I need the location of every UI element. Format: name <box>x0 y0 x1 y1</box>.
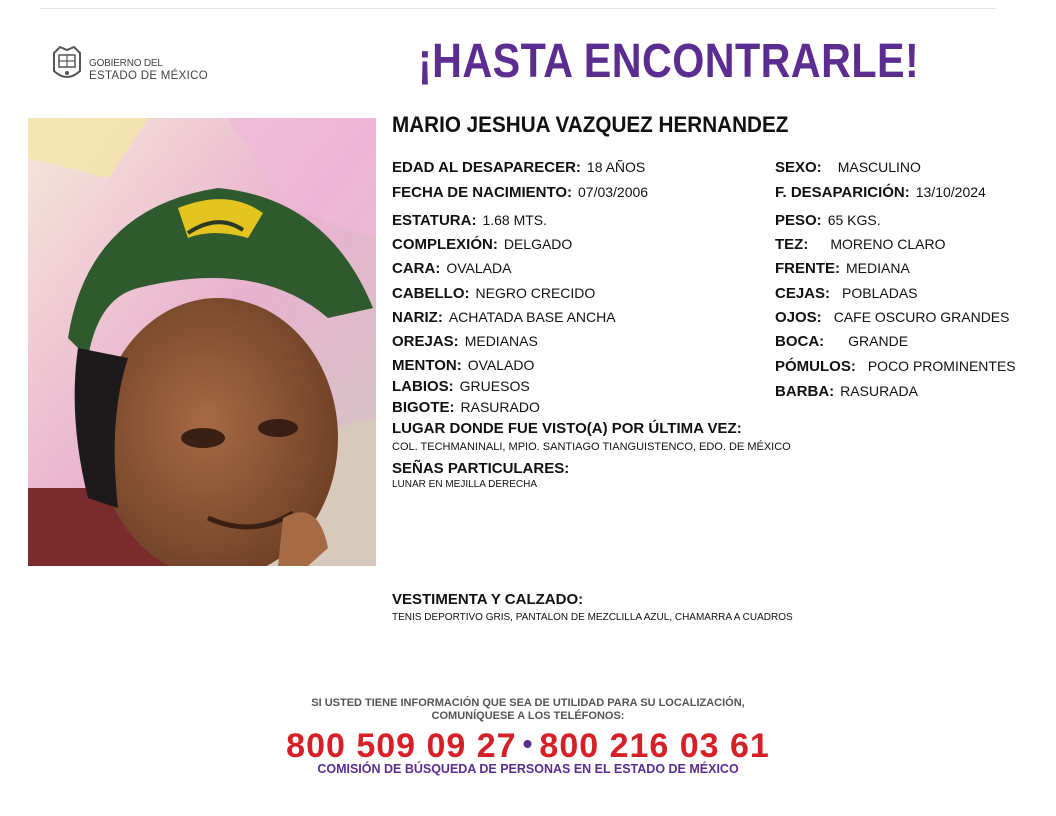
field-value: 1.68 MTS. <box>482 212 548 228</box>
field-label: SEXO: <box>775 159 822 176</box>
beard-field <box>775 382 918 401</box>
field-label: BARBA: <box>775 383 835 400</box>
field-value: GRUESOS <box>459 378 530 394</box>
hair-field <box>392 284 595 303</box>
state-seal-icon <box>50 43 84 83</box>
mustache-field <box>392 398 540 417</box>
clothing-value: TENIS DEPORTIVO GRIS, PANTALON DE MEZCLILLA AZUL, CHAMARRA A CUADROS <box>392 612 793 623</box>
phone-number-1[interactable]: 800 509 09 27 <box>286 727 517 765</box>
field-label: PESO: <box>775 212 822 229</box>
weight-field <box>775 211 881 230</box>
field-value: 07/03/2006 <box>578 184 649 200</box>
field-label: OREJAS: <box>392 333 459 350</box>
field-label: COMPLEXIÓN: <box>392 236 498 253</box>
missing-person-photo <box>28 118 376 566</box>
last-seen-label: LUGAR DONDE FUE VISTO(A) POR ÚLTIMA VEZ: <box>392 420 742 437</box>
eyes-field <box>775 308 1010 327</box>
field-value: OVALADO <box>467 357 535 373</box>
field-value: 65 KGS. <box>827 212 881 228</box>
page-title: ¡HASTA ENCONTRARLE! <box>418 35 920 88</box>
person-name: MARIO JESHUA VAZQUEZ HERNANDEZ <box>392 112 789 137</box>
gov-line-2: ESTADO DE MÉXICO <box>89 70 208 82</box>
height-field <box>392 211 547 230</box>
field-label: CABELLO: <box>392 285 470 302</box>
age-field <box>392 158 645 177</box>
field-label: TEZ: <box>775 236 809 253</box>
footer-info-line-2: COMUNÍQUESE A LOS TELÉFONOS: <box>431 710 625 722</box>
eyebrows-field <box>775 284 918 303</box>
field-value: ACHATADA BASE ANCHA <box>448 309 616 325</box>
field-label: ESTATURA: <box>392 212 477 229</box>
field-value: CAFE OSCURO GRANDES <box>833 309 1010 325</box>
lips-field <box>392 377 530 396</box>
field-label: CARA: <box>392 260 441 277</box>
field-value: RASURADA <box>840 383 918 399</box>
field-value: OVALADA <box>446 260 512 276</box>
field-value: NEGRO CRECIDO <box>475 285 596 301</box>
phone-number-2[interactable]: 800 216 03 61 <box>539 727 770 765</box>
field-label: BOCA: <box>775 333 825 350</box>
field-label: CEJAS: <box>775 285 831 302</box>
field-label: FRENTE: <box>775 260 840 277</box>
field-label: BIGOTE: <box>392 399 455 416</box>
field-value: RASURADO <box>460 399 540 415</box>
complexion-field <box>775 235 945 254</box>
commission-name: COMISIÓN DE BÚSQUEDA DE PERSONAS EN EL ESTADO DE MÉXICO <box>317 762 739 776</box>
field-value: 18 AÑOS <box>586 159 646 175</box>
separator-dot: • <box>522 728 534 759</box>
forehead-field <box>775 259 910 278</box>
field-value: MORENO CLARO <box>830 236 946 252</box>
government-logo <box>50 43 220 83</box>
field-value: MEDIANAS <box>464 333 538 349</box>
field-value: MASCULINO <box>837 159 921 175</box>
marks-label: SEÑAS PARTICULARES: <box>392 460 570 477</box>
top-divider <box>40 8 996 9</box>
clothing-label: VESTIMENTA Y CALZADO: <box>392 591 584 608</box>
field-value: 13/10/2024 <box>915 184 986 200</box>
phone-numbers <box>0 727 1056 766</box>
field-label: OJOS: <box>775 309 822 326</box>
face-field <box>392 259 511 278</box>
field-label: PÓMULOS: <box>775 358 856 375</box>
field-label: F. DESAPARICIÓN: <box>775 184 910 201</box>
nose-field <box>392 308 616 327</box>
last-seen-value: COL. TECHMANINALI, MPIO. SANTIAGO TIANGUISTENCO, EDO. DE MÉXICO <box>392 441 791 453</box>
cheekbones-field <box>775 357 1016 376</box>
footer-info-line-1: SI USTED TIENE INFORMACIÓN QUE SEA DE UTILIDAD PARA SU LOCALIZACIÓN, <box>311 697 745 709</box>
sex-field <box>775 158 921 177</box>
field-label: LABIOS: <box>392 378 454 395</box>
field-label: MENTON: <box>392 357 462 374</box>
ears-field <box>392 332 538 351</box>
marks-value: LUNAR EN MEJILLA DERECHA <box>392 479 538 490</box>
chin-field <box>392 356 534 375</box>
build-field <box>392 235 572 254</box>
gov-line-1: GOBIERNO DEL <box>89 58 163 69</box>
field-value: MEDIANA <box>846 260 910 276</box>
field-value: DELGADO <box>503 236 573 252</box>
field-value: GRANDE <box>848 333 909 349</box>
field-value: POBLADAS <box>842 285 918 301</box>
field-label: EDAD AL DESAPARECER: <box>392 159 581 176</box>
field-value: POCO PROMINENTES <box>867 358 1016 374</box>
field-label: NARIZ: <box>392 309 443 326</box>
mouth-field <box>775 332 908 351</box>
birthdate-field <box>392 183 648 202</box>
field-label: FECHA DE NACIMIENTO: <box>392 184 572 201</box>
disappearance-date-field <box>775 183 986 202</box>
